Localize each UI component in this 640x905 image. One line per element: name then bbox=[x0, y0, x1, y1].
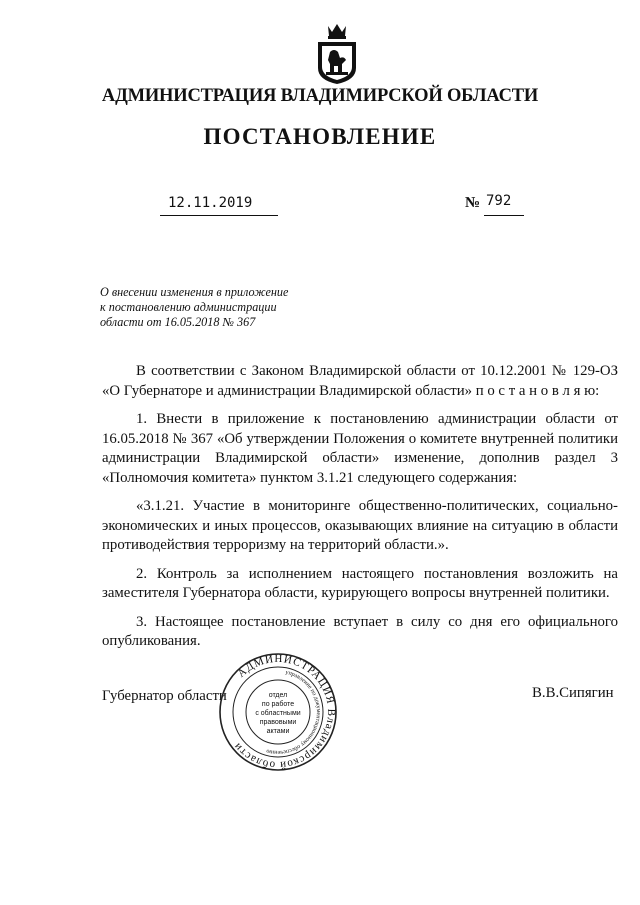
subject-line: к постановлению администрации bbox=[100, 300, 277, 314]
stamp-center-line: с областными bbox=[255, 710, 301, 717]
document-subject bbox=[100, 285, 340, 330]
stamp-center-line: актами bbox=[266, 728, 290, 735]
signatory-name: В.В.Сипягин bbox=[532, 685, 614, 701]
body-paragraph: 1. Внести в приложение к постановлению администрации области от 16.05.2018 № 367 «Об утверждении Положения о комитете внутренней политики администрации Владимирской области» изменение, дополнив раздел 3 «Полномочия комитета» пунктом 3.1.21 следующего содержания: bbox=[102, 411, 618, 486]
stamp-outer-text: АДМИНИСТРАЦИЯ Владимирской области bbox=[230, 652, 338, 772]
stamp-inner-text: управление по документационному обеспечению bbox=[265, 669, 322, 756]
signatory-position: Губернатор области bbox=[102, 688, 227, 704]
subject-line: области от 16.05.2018 № 367 bbox=[100, 315, 256, 329]
body-paragraph: 2. Контроль за исполнением настоящего постановления возложить на заместителя Губернатора области, курирующего вопросы внутренней политики. bbox=[102, 565, 618, 601]
stamp-center-line: правовыми bbox=[259, 719, 297, 726]
document-type-title: ПОСТАНОВЛЕНИЕ bbox=[203, 124, 437, 149]
number-underline bbox=[484, 215, 524, 216]
body-paragraph: 3. Настоящее постановление вступает в силу со дня его официального опубликования. bbox=[102, 613, 618, 649]
document-number: 792 bbox=[486, 193, 512, 209]
body-paragraph: «3.1.21. Участие в мониторинге общественно-политических, социально-экономических и иных процессов, оказывающих влияние на ситуацию в области противодействия терроризму на территорий области.». bbox=[102, 498, 618, 553]
official-stamp bbox=[218, 652, 338, 772]
stamp-center-line: по работе bbox=[261, 701, 295, 708]
number-label: № bbox=[465, 195, 481, 211]
document-body bbox=[102, 362, 618, 661]
stamp-center-line: отдел bbox=[268, 692, 288, 699]
body-paragraph: В соответствии с Законом Владимирской области от 10.12.2001 № 129-ОЗ «О Губернаторе и администрации Владимирской области» п о с т а н о в л я ю: bbox=[102, 363, 618, 399]
document-date: 12.11.2019 bbox=[168, 195, 253, 211]
organization-title: АДМИНИСТРАЦИЯ ВЛАДИМИРСКОЙ ОБЛАСТИ bbox=[101, 86, 539, 106]
coat-of-arms-emblem bbox=[312, 22, 362, 86]
date-underline bbox=[160, 215, 278, 216]
subject-line: О внесении изменения в приложение bbox=[100, 285, 289, 299]
